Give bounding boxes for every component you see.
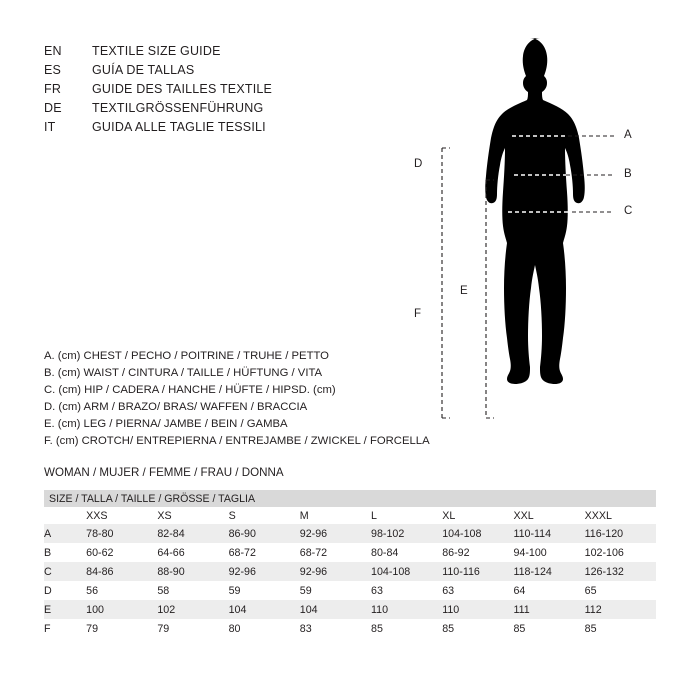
table-row (44, 581, 656, 600)
row-label-c: C (44, 562, 86, 581)
cell-e-xxl: 111 (513, 600, 584, 619)
cell-f-xs: 79 (157, 619, 228, 638)
title-row (44, 44, 374, 63)
title-lang-fr: FR (44, 82, 62, 96)
callout-label-d: D (414, 158, 423, 170)
table-row (44, 600, 656, 619)
column-header-xl: XL (442, 507, 513, 524)
cell-e-l: 110 (371, 600, 442, 619)
cell-d-xxxl: 65 (585, 581, 656, 600)
callout-label-f: F (414, 308, 422, 320)
size-table (44, 490, 656, 638)
cell-d-xl: 63 (442, 581, 513, 600)
cell-b-xs: 64-66 (157, 543, 228, 562)
cell-c-l: 104-108 (371, 562, 442, 581)
legend-row-c: C. (cm) HIP / CADERA / HANCHE / HÜFTE / HIPSD. (cm) (44, 384, 336, 396)
cell-c-xl: 110-116 (442, 562, 513, 581)
table-row (44, 524, 656, 543)
table-row (44, 619, 656, 638)
table-row (44, 562, 656, 581)
callout-label-e: E (460, 285, 468, 297)
female-silhouette-shape (485, 38, 585, 384)
measurement-legend (44, 348, 464, 450)
cell-a-xs: 82-84 (157, 524, 228, 543)
title-lang-it: IT (44, 120, 56, 134)
cell-a-xxl: 110-114 (513, 524, 584, 543)
cell-a-l: 98-102 (371, 524, 442, 543)
cell-b-xl: 86-92 (442, 543, 513, 562)
row-label-a: A (44, 524, 86, 543)
bracket-e (486, 180, 494, 418)
cell-e-xs: 102 (157, 600, 228, 619)
title-text-es: GUÍA DE TALLAS (92, 63, 195, 77)
cell-f-xxl: 85 (513, 619, 584, 638)
cell-e-s: 104 (229, 600, 300, 619)
legend-row-f: F. (cm) CROTCH/ ENTREPIERNA / ENTREJAMBE / ZWICKEL / FORCELLA (44, 435, 430, 447)
title-row (44, 101, 374, 120)
row-label-b: B (44, 543, 86, 562)
cell-b-xxxl: 102-106 (585, 543, 656, 562)
title-lang-en: EN (44, 44, 62, 58)
cell-a-xxs: 78-80 (86, 524, 157, 543)
callout-label-c: C (624, 205, 633, 217)
cell-d-xs: 58 (157, 581, 228, 600)
row-label-e: E (44, 600, 86, 619)
cell-c-xxs: 84-86 (86, 562, 157, 581)
cell-b-m: 68-72 (300, 543, 371, 562)
cell-f-xl: 85 (442, 619, 513, 638)
cell-a-xxxl: 116-120 (585, 524, 656, 543)
title-text-de: TEXTILGRÖSSENFÜHRUNG (92, 101, 264, 115)
cell-c-xxl: 118-124 (513, 562, 584, 581)
cell-b-s: 68-72 (229, 543, 300, 562)
column-header-l: L (371, 507, 442, 524)
cell-e-xxs: 100 (86, 600, 157, 619)
title-text-it: GUIDA ALLE TAGLIE TESSILI (92, 120, 266, 134)
cell-c-xs: 88-90 (157, 562, 228, 581)
row-label-d: D (44, 581, 86, 600)
cell-e-xl: 110 (442, 600, 513, 619)
legend-row-d: D. (cm) ARM / BRAZO/ BRAS/ WAFFEN / BRACCIA (44, 401, 308, 413)
cell-f-xxs: 79 (86, 619, 157, 638)
table-header-band (44, 490, 656, 507)
column-header-s: S (229, 507, 300, 524)
column-header-xxxl: XXXL (585, 507, 656, 524)
callout-label-a: A (624, 129, 632, 141)
cell-d-s: 59 (229, 581, 300, 600)
callout-label-b: B (624, 168, 632, 180)
cell-d-m: 59 (300, 581, 371, 600)
title-row (44, 120, 374, 139)
title-text-en: TEXTILE SIZE GUIDE (92, 44, 221, 58)
cell-e-xxxl: 112 (585, 600, 656, 619)
table-header-label: SIZE / TALLA / TAILLE / GRÖSSE / TAGLIA (44, 490, 656, 507)
column-header-xs: XS (157, 507, 228, 524)
cell-b-xxl: 94-100 (513, 543, 584, 562)
legend-row-e: E. (cm) LEG / PIERNA/ JAMBE / BEIN / GAMBA (44, 418, 288, 430)
cell-f-s: 80 (229, 619, 300, 638)
table-corner-cell (44, 507, 86, 524)
column-header-xxl: XXL (513, 507, 584, 524)
cell-a-xl: 104-108 (442, 524, 513, 543)
cell-c-m: 92-96 (300, 562, 371, 581)
table-row (44, 543, 656, 562)
title-lang-es: ES (44, 63, 62, 77)
cell-d-xxs: 56 (86, 581, 157, 600)
cell-f-m: 83 (300, 619, 371, 638)
cell-e-m: 104 (300, 600, 371, 619)
table-column-row (44, 507, 656, 524)
legend-row-a: A. (cm) CHEST / PECHO / POITRINE / TRUHE / PETTO (44, 350, 329, 362)
cell-d-l: 63 (371, 581, 442, 600)
column-header-xxs: XXS (86, 507, 157, 524)
title-row (44, 63, 374, 82)
cell-b-l: 80-84 (371, 543, 442, 562)
cell-a-m: 92-96 (300, 524, 371, 543)
row-label-f: F (44, 619, 86, 638)
title-lang-de: DE (44, 101, 62, 115)
cell-f-l: 85 (371, 619, 442, 638)
column-header-m: M (300, 507, 371, 524)
cell-d-xxl: 64 (513, 581, 584, 600)
legend-row-b: B. (cm) WAIST / CINTURA / TAILLE / HÜFTUNG / VITA (44, 367, 323, 379)
title-text-fr: GUIDE DES TAILLES TEXTILE (92, 82, 273, 96)
title-block (44, 44, 374, 139)
cell-c-s: 92-96 (229, 562, 300, 581)
title-row (44, 82, 374, 101)
gender-label: WOMAN / MUJER / FEMME / FRAU / DONNA (44, 466, 284, 479)
cell-b-xxs: 60-62 (86, 543, 157, 562)
cell-c-xxxl: 126-132 (585, 562, 656, 581)
cell-f-xxxl: 85 (585, 619, 656, 638)
cell-a-s: 86-90 (229, 524, 300, 543)
